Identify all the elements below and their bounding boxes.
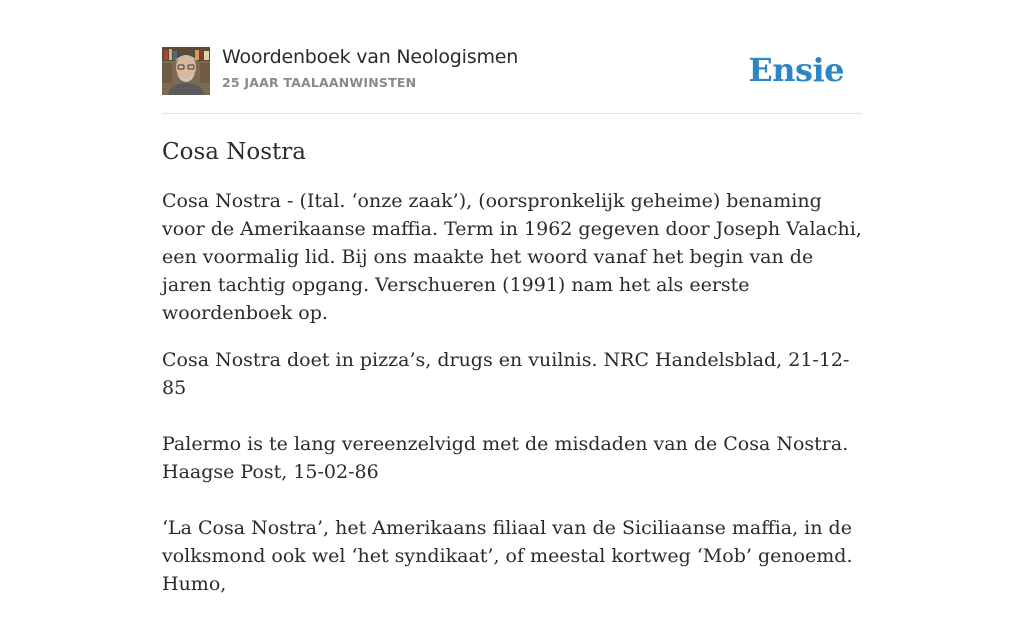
quote-item: ‘La Cosa Nostra’, het Amerikaans filiaal van de Siciliaanse maffia, in de volksmond ook wel ‘het syndikaat’, of meestal kortweg ‘Mob’ genoemd. Humo, <box>162 517 853 595</box>
entry-term: Cosa Nostra <box>162 139 306 165</box>
dictionary-subtitle: 25 JAAR TAALAANWINSTEN <box>222 75 417 90</box>
header-divider <box>162 113 862 114</box>
avatar-portrait-image <box>162 47 210 95</box>
ensie-logo-link[interactable]: Ensie <box>748 51 844 89</box>
avatar[interactable] <box>162 47 210 95</box>
entry-definition: Cosa Nostra - (Ital. ‘onze zaak’), (oorspronkelijk geheime) benaming voor de Amerikaanse maffia. Term in 1962 gegeven door Joseph Valachi, een voormalig lid. Bij ons maakte het woord vanaf het begin van de jaren tachtig opgang. Verschueren (1991) nam het als eerste woordenboek op. <box>162 190 862 324</box>
quote-item: Palermo is te lang vereenzelvigd met de misdaden van de Cosa Nostra. Haagse Post, 15-02-86 <box>162 433 849 483</box>
dictionary-title[interactable]: Woordenboek van Neologismen <box>222 46 519 68</box>
quote-item: Cosa Nostra doet in pizza’s, drugs en vuilnis. NRC Handelsblad, 21-12-85 <box>162 349 850 399</box>
header <box>162 46 862 96</box>
entry-content <box>162 137 862 626</box>
